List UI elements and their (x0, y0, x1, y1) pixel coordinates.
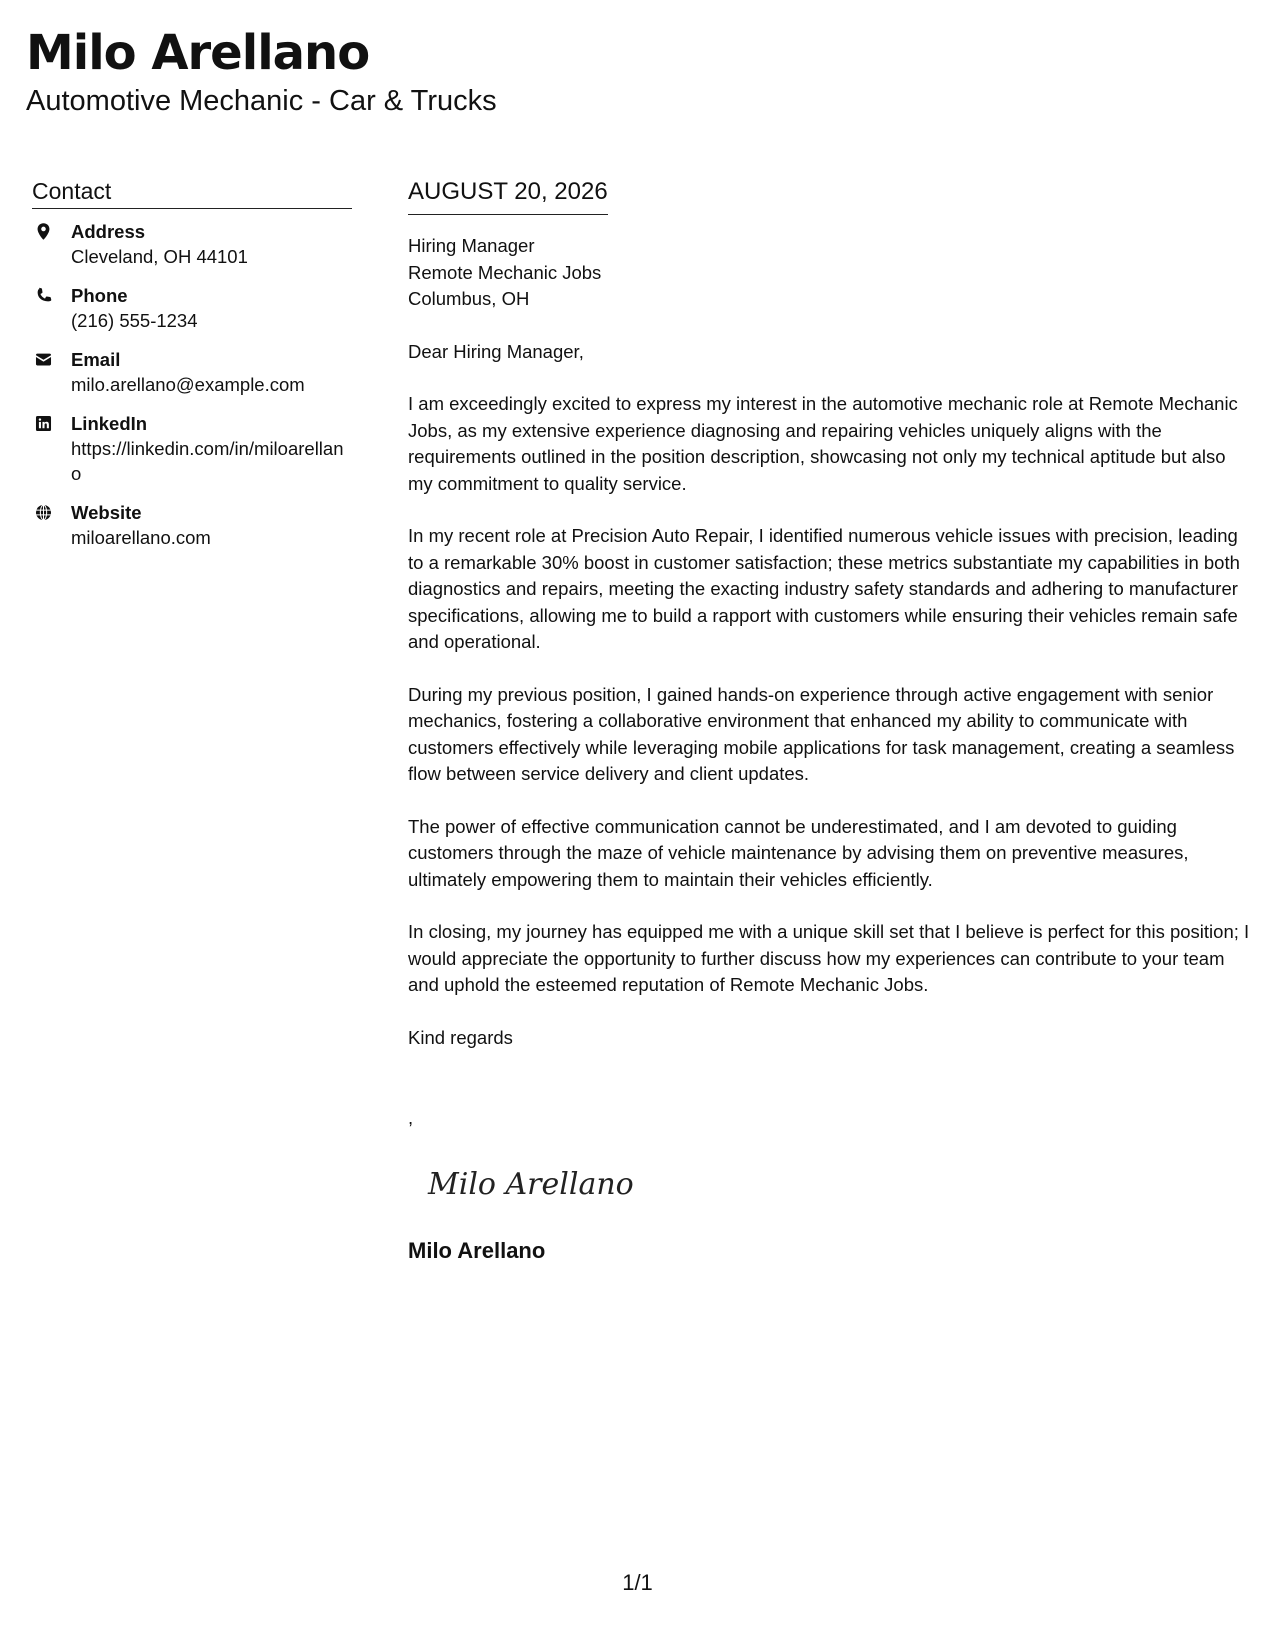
letter-paragraph: In closing, my journey has equipped me with a unique skill set that I believe is perfect for this position; I would appreciate the opportunity to further discuss how my experiences can contribute to your team and uphold the esteemed reputation of Remote Mechanic Jobs. (408, 921, 1250, 995)
letter-paragraph: The power of effective communication cannot be underestimated, and I am devoted to guiding customers through the maze of vehicle maintenance by advising them on preventive measures, ultimately empowering them to maintain their vehicles efficiently. (408, 815, 1189, 890)
resume-header (26, 22, 497, 118)
contact-item-address (32, 219, 352, 269)
applicant-name: Milo Arellano (26, 25, 370, 81)
recipient-line: Hiring Manager (408, 235, 535, 256)
letter-paragraph: In my recent role at Precision Auto Repair, I identified numerous vehicle issues with precision, leading to a remarkable 30% boost in customer satisfaction; these metrics substantiate my capabilities in both diagnostics and repairs, meeting the exacting industry safety standards and adhering to manufacturer specifications, allowing me to build a rapport with customers while ensuring their vehicles remain safe and operational. (408, 525, 1240, 652)
contact-label-website: Website (71, 502, 142, 523)
letter-paragraph: During my previous position, I gained hands-on experience through active engagement with senior mechanics, fostering a collaborative environment that enhanced my ability to communicate with customers effectively while leveraging mobile applications for task management, creating a seamless flow between service delivery and client updates. (408, 683, 1235, 784)
contact-value-email[interactable]: milo.arellano@example.com (71, 374, 305, 395)
signer-name: Milo Arellano (408, 1237, 546, 1263)
contact-heading: Contact (32, 176, 352, 209)
contact-item-linkedin (32, 411, 352, 486)
salutation: Dear Hiring Manager, (408, 340, 584, 362)
contact-label-address: Address (71, 221, 146, 242)
contact-sidebar (32, 176, 352, 564)
closing: Kind regards (408, 1026, 513, 1048)
letter-date: AUGUST 20, 2026 (408, 176, 608, 215)
applicant-title: Automotive Mechanic - Car & Trucks (26, 85, 497, 117)
map-pin-icon (34, 222, 53, 241)
letter-paragraph: I am exceedingly excited to express my interest in the automotive mechanic role at Remote Mechanic Jobs, as my extensive experience diagnosing and repairing vehicles uniquely aligns with the requirements outlined in the position description, showcasing not only my technical aptitude but also my commitment to quality service. (408, 393, 1238, 494)
globe-icon (34, 503, 53, 522)
contact-value-phone: (216) 555-1234 (71, 310, 198, 331)
contact-value-website[interactable]: miloarellano.com (71, 527, 211, 548)
contact-item-website (32, 500, 352, 550)
closing-comma: , (408, 1107, 414, 1128)
contact-value-address: Cleveland, OH 44101 (71, 246, 248, 267)
contact-item-email (32, 347, 352, 397)
contact-label-linkedin: LinkedIn (71, 413, 148, 434)
recipient-block (408, 233, 1253, 313)
contact-label-email: Email (71, 349, 121, 370)
recipient-line: Columbus, OH (408, 288, 530, 309)
signature-text: Milo Arellano (428, 1166, 634, 1202)
linkedin-icon (34, 414, 53, 433)
contact-value-linkedin[interactable]: https://linkedin.com/in/miloarellano (71, 438, 344, 484)
page-number: 1/1 (622, 1570, 653, 1595)
letter-body (408, 176, 1253, 1266)
phone-icon (34, 286, 53, 305)
handwritten-signature (424, 1158, 664, 1208)
contact-label-phone: Phone (71, 285, 128, 306)
recipient-line: Remote Mechanic Jobs (408, 261, 602, 283)
contact-item-phone (32, 283, 352, 333)
envelope-icon (34, 350, 53, 369)
